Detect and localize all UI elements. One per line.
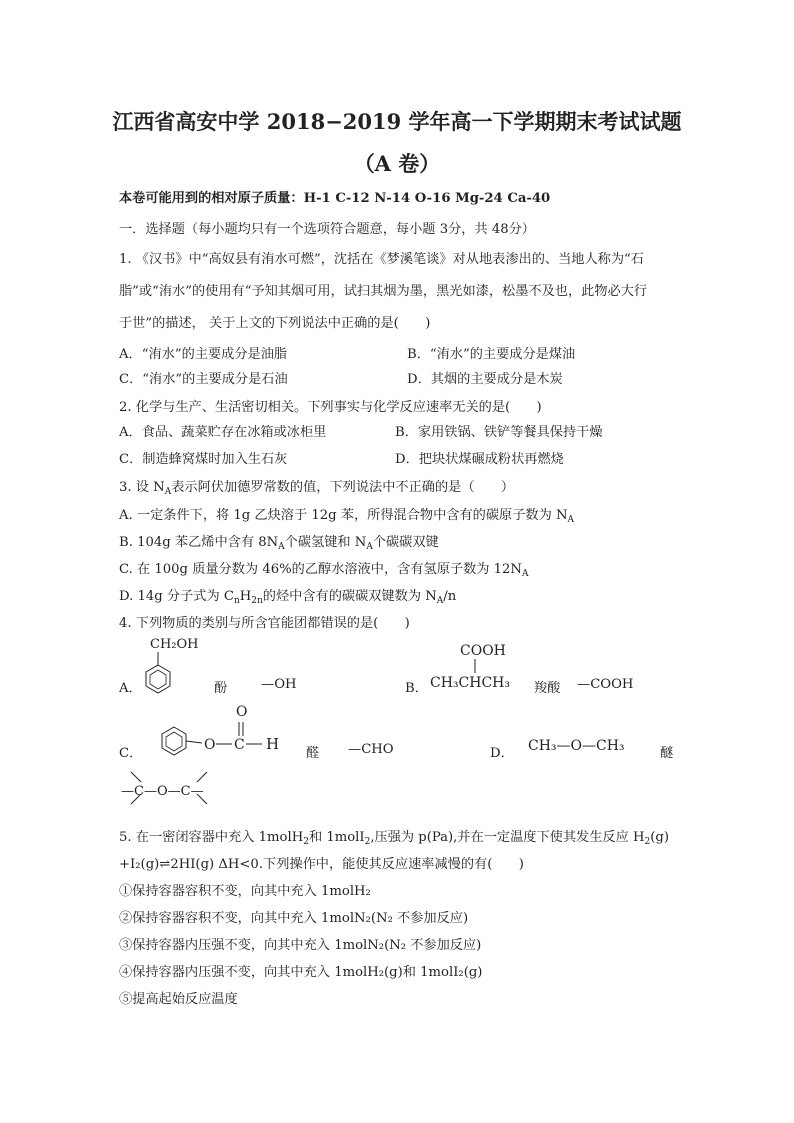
q4-stem: 4. 下列物质的类别与所含官能团都错误的是( ) xyxy=(119,616,410,631)
ether-functional-group xyxy=(119,768,219,812)
q5-option-2: ②保持容器容积不变，向其中充入 1molN₂(N₂ 不参加反应) xyxy=(119,911,469,926)
q3-option-d: D. 14g 分子式为 $C_nH_{2n}$的烃中含有的碳碳双键数为 $N_A/n$ xyxy=(119,589,457,606)
q1-option-b: B．“洧水”的主要成分是煤油 xyxy=(407,347,576,362)
q2-option-a: A．食品、蔬菜贮存在冰箱或冰柜里 xyxy=(119,425,327,440)
section-heading: 一．选择题（每小题均只有一个选项符合题意，每小题 3分，共 48分） xyxy=(119,222,535,237)
q4-option-c-label: C． xyxy=(119,746,143,761)
q4-c-hydrogen: H xyxy=(266,735,280,753)
q5-option-4: ④保持容器内压强不变，向其中充入 1molH₂(g)和 1molI₂(g) xyxy=(119,965,483,980)
q4-option-a-label: A． xyxy=(119,681,142,696)
q2-option-d: D．把块状煤碾成粉状再燃烧 xyxy=(395,452,564,467)
phenyl-formate-structure xyxy=(146,700,296,762)
q5-option-5: ⑤提高起始反应温度 xyxy=(119,992,238,1007)
q4-c-ether-o: O xyxy=(204,737,216,753)
q1-stem-line2: 脂”或“洧水”的使用有“予知其烟可用，试扫其烟为墨，黑光如漆，松墨不及也，此物必大行 xyxy=(119,284,648,299)
q2-option-b: B．家用铁锅、铁铲等餐具保持干燥 xyxy=(395,425,603,440)
q4-c-carbonyl-o: O xyxy=(236,704,248,720)
q1-option-a: A．“洧水”的主要成分是油脂 xyxy=(119,347,288,362)
q4-d-group: —C—O—C— xyxy=(121,784,204,799)
q4-d-formula: CH₃—O—CH₃ xyxy=(528,738,625,754)
q1-option-c: C．“洧水”的主要成分是石油 xyxy=(119,372,288,387)
q4-d-class: 醚 xyxy=(660,746,674,761)
q4-b-chain: CH₃CHCH₃ xyxy=(430,675,510,691)
q1-stem-line1: 1. 《汉书》中“高奴县有洧水可燃”，沈括在《梦溪笔谈》对从地表渗出的、当地人称为“石 xyxy=(119,252,644,267)
q1-option-d: D．其烟的主要成分是木炭 xyxy=(407,372,563,387)
q4-b-group: —COOH xyxy=(577,677,634,692)
q4-option-d-label: D． xyxy=(490,746,514,761)
benzyl-alcohol-structure xyxy=(138,634,208,698)
isobutyric-acid-structure xyxy=(426,640,526,692)
atomic-masses-note: 本卷可能用到的相对原子质量：H-1 C-12 N-14 O-16 Mg-24 Ca-40 xyxy=(119,191,551,206)
q4-a-formula: CH₂OH xyxy=(150,637,199,652)
q2-stem: 2. 化学与生产、生活密切相关。下列事实与化学反应速率无关的是( ) xyxy=(119,400,542,415)
q4-a-class: 酚 xyxy=(214,681,228,696)
q4-c-group: —CHO xyxy=(348,742,394,757)
q5-option-1: ①保持容器容积不变，向其中充入 1molH₂ xyxy=(119,884,371,899)
q4-b-class: 羧酸 xyxy=(534,681,561,696)
page-subtitle: （A 卷） xyxy=(353,151,441,176)
q2-option-c: C．制造蜂窝煤时加入生石灰 xyxy=(119,452,288,467)
q4-a-group: —OH xyxy=(261,677,297,692)
page-title: 江西省高安中学 2018−2019 学年高一下学期期末考试试题 xyxy=(112,109,682,134)
q3-option-c: C. 在 100g 质量分数为 46%的乙醇水溶液中，含有氢原子数为 $12N_A$ xyxy=(119,562,529,579)
q3-option-b: B. 104g 苯乙烯中含有 $8N_A$个碳氢键和 $N_A$个碳碳双键 xyxy=(119,535,439,552)
q5-stem-line1: 5. 在一密闭容器中充入 1molH$_2$和 1molI$_2$,压强为 p(Pa),并在一定温度下使其发生反应 $H_2(g)$ xyxy=(119,830,669,847)
q4-c-class: 醛 xyxy=(306,746,320,761)
q3-option-a: A. 一定条件下，将 1g 乙炔溶于 12g 苯，所得混合物中含有的碳原子数为 $N_A$ xyxy=(119,508,575,525)
q4-c-carbon: C xyxy=(234,737,245,753)
q4-b-cooh: COOH xyxy=(460,643,506,659)
q5-stem-line2: +I₂(g)⇌2HI(g) ΔH<0.下列操作中，能使其反应速率减慢的有( ) xyxy=(119,857,524,872)
q1-stem-line3: 于世”的描述， 关于上文的下列说法中正确的是( ) xyxy=(119,316,431,331)
q3-stem: 3. 设 $N_A$表示阿伏加德罗常数的值，下列说法中不正确的是（ ） xyxy=(119,480,515,497)
q5-option-3: ③保持容器内压强不变，向其中充入 1molN₂(N₂ 不参加反应) xyxy=(119,938,482,953)
q4-option-b-label: B． xyxy=(405,681,428,696)
